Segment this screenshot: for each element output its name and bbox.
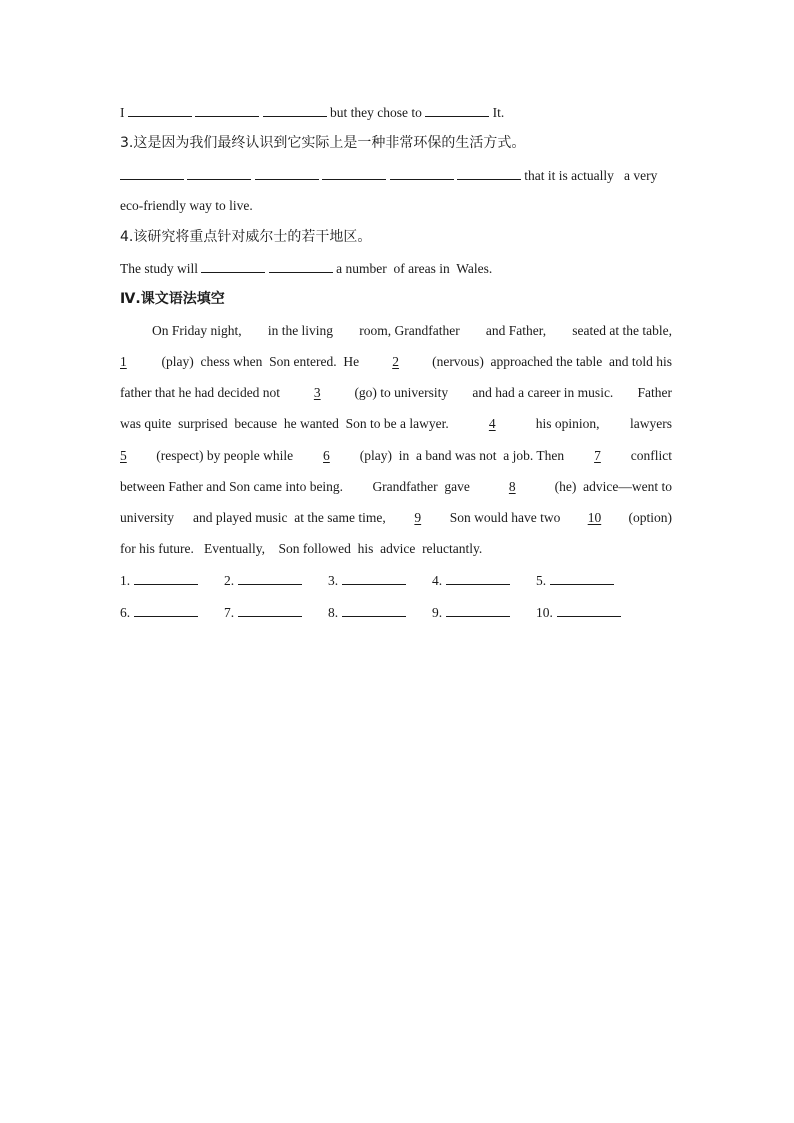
passage-text: (he) advice—went to: [554, 479, 672, 494]
q2-mid-text: but they chose to: [330, 105, 422, 120]
q4-start-text: The study will: [120, 261, 198, 276]
passage-line-8: for his future. Eventually, Son followed his advice reluctantly.: [120, 541, 483, 556]
q2-answer-line: [120, 103, 504, 122]
passage-text: and had a career in music.: [472, 385, 614, 400]
answer-label: 10.: [536, 605, 553, 620]
blank-number[interactable]: 5: [120, 448, 127, 463]
blank-number[interactable]: 6: [323, 448, 330, 463]
blank[interactable]: [187, 166, 251, 180]
blank[interactable]: [322, 166, 386, 180]
answer-item[interactable]: [536, 571, 614, 590]
blank-number[interactable]: 10: [587, 510, 602, 525]
answer-item[interactable]: [224, 603, 302, 622]
passage-line-2: [120, 353, 672, 371]
passage-text: father that he had decided not: [120, 385, 281, 400]
passage-text: his opinion,: [535, 416, 600, 431]
blank[interactable]: [457, 166, 521, 180]
answer-blank[interactable]: [342, 603, 406, 617]
answer-blank[interactable]: [134, 603, 198, 617]
passage-text: and played music at the same time,: [193, 510, 386, 525]
blank[interactable]: [128, 103, 192, 117]
blank-number[interactable]: 7: [594, 448, 601, 463]
passage-line-3: [120, 384, 672, 402]
passage-text: Grandfather gave: [372, 479, 470, 494]
answer-item[interactable]: [328, 571, 406, 590]
blank[interactable]: [201, 259, 265, 273]
passage-line-6: [120, 478, 672, 496]
answer-label: 2.: [224, 573, 235, 588]
blank[interactable]: [425, 103, 489, 117]
passage-text: lawyers: [630, 416, 672, 431]
answer-blank[interactable]: [238, 571, 302, 585]
passage-text: (go) to university: [354, 385, 449, 400]
passage-text: between Father and Son came into being.: [120, 479, 344, 494]
answer-blank[interactable]: [550, 571, 614, 585]
blank-number[interactable]: 2: [392, 354, 399, 369]
passage-text: and Father,: [485, 323, 547, 338]
answer-blank[interactable]: [557, 603, 621, 617]
blank[interactable]: [195, 103, 259, 117]
blank[interactable]: [255, 166, 319, 180]
q2-start-text: I: [120, 105, 125, 120]
answer-item[interactable]: [120, 571, 198, 590]
answer-label: 6.: [120, 605, 131, 620]
answer-item[interactable]: [536, 603, 621, 622]
passage-text: was quite surprised because he wanted Son to be a lawyer.: [120, 416, 449, 431]
passage-text: On Friday night,: [152, 323, 242, 338]
answer-blank[interactable]: [446, 571, 510, 585]
blank[interactable]: [263, 103, 327, 117]
passage-line-4: [120, 415, 672, 433]
blank-number[interactable]: 4: [488, 416, 496, 431]
blank-number[interactable]: 8: [508, 479, 516, 494]
passage-text: university: [120, 510, 174, 525]
answer-label: 3.: [328, 573, 339, 588]
blank-number[interactable]: 3: [313, 385, 321, 400]
passage-text: room, Grandfather: [359, 323, 460, 338]
answer-item[interactable]: [120, 603, 198, 622]
passage-line-1: [152, 322, 672, 340]
q3-line2: eco-friendly way to live.: [120, 198, 253, 213]
answer-item[interactable]: [432, 603, 510, 622]
answer-blank[interactable]: [446, 603, 510, 617]
answer-blank[interactable]: [342, 571, 406, 585]
q4-end-text: a number of areas in Wales.: [336, 261, 493, 276]
answer-item[interactable]: [328, 603, 406, 622]
answer-blank[interactable]: [238, 603, 302, 617]
section-heading: Ⅳ.课文语法填空: [120, 291, 225, 307]
passage-text: (nervous) approached the table and told his: [432, 354, 672, 369]
q3-answer-line: [120, 166, 657, 185]
blank[interactable]: [269, 259, 333, 273]
answer-blank[interactable]: [134, 571, 198, 585]
passage-text: (option): [628, 510, 672, 525]
q4-answer-line: [120, 259, 492, 278]
passage-text: (play) in a band was not a job. Then: [359, 448, 565, 463]
q4-chinese-prompt: 4.该研究将重点针对威尔士的若干地区。: [120, 229, 372, 245]
passage-text: seated at the table,: [572, 323, 672, 338]
passage-line-5: [120, 447, 672, 465]
passage-text: Son would have two: [449, 510, 561, 525]
answer-item[interactable]: [432, 571, 510, 590]
blank[interactable]: [120, 166, 184, 180]
answer-label: 5.: [536, 573, 547, 588]
passage-text: in the living: [267, 323, 334, 338]
passage-text: (respect) by people while: [156, 448, 294, 463]
passage-text: Father: [637, 385, 672, 400]
answer-label: 1.: [120, 573, 131, 588]
answer-label: 8.: [328, 605, 339, 620]
passage-text: conflict: [630, 448, 672, 463]
blank-number[interactable]: 9: [414, 510, 422, 525]
blank[interactable]: [390, 166, 454, 180]
answer-item[interactable]: [224, 571, 302, 590]
answer-label: 9.: [432, 605, 443, 620]
q3-chinese-prompt: 3.这是因为我们最终认识到它实际上是一种非常环保的生活方式。: [120, 135, 526, 151]
answer-label: 7.: [224, 605, 235, 620]
q2-end-text: It.: [492, 105, 505, 120]
passage-line-7: [120, 509, 672, 527]
answer-label: 4.: [432, 573, 443, 588]
blank-number[interactable]: 1: [120, 354, 127, 369]
passage-text: (play) chess when Son entered. He: [161, 354, 360, 369]
q3-tail-text: that it is actually a very: [524, 168, 658, 183]
